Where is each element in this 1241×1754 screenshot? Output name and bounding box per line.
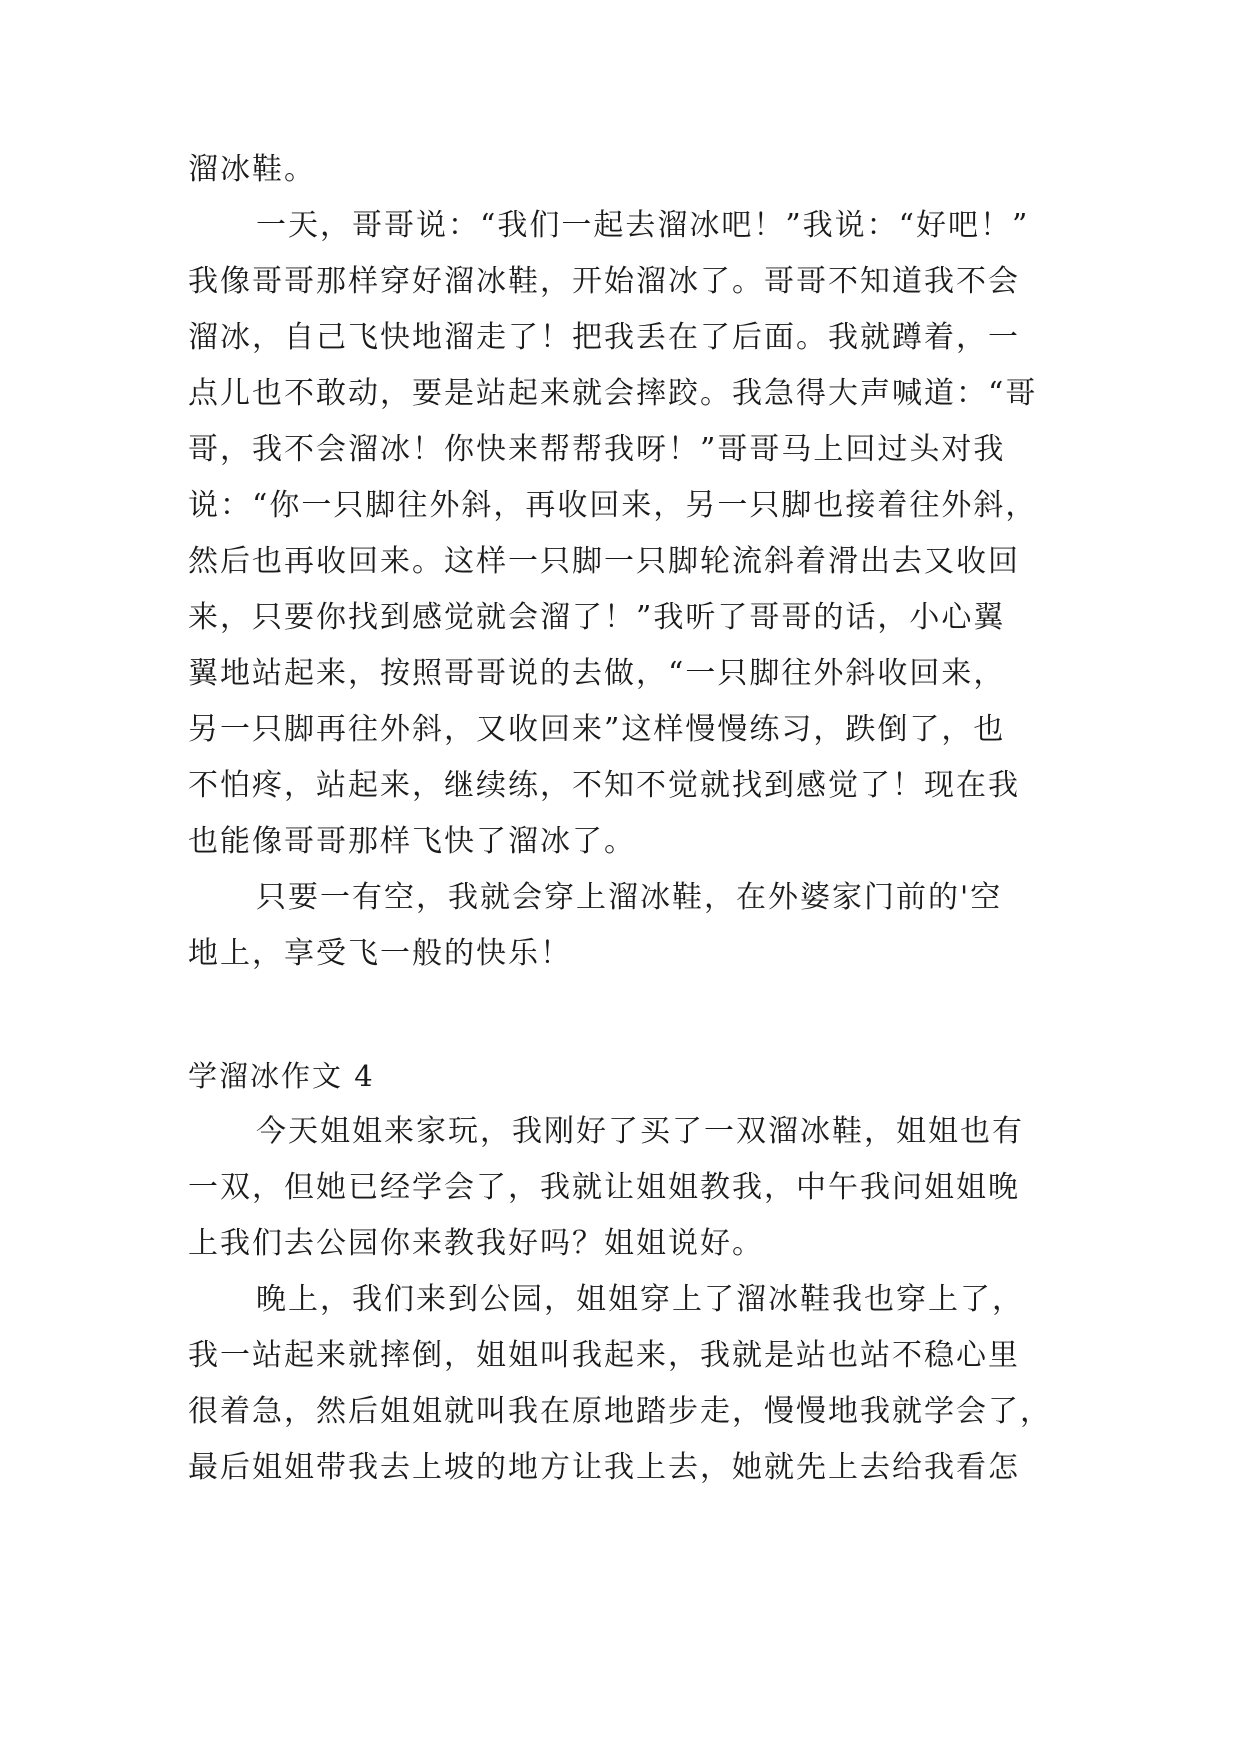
- text-line: 说：“你一只脚往外斜，再收回来，另一只脚也接着往外斜，: [188, 488, 1038, 523]
- text-line: 然后也再收回来。这样一只脚一只脚轮流斜着滑出去又收回: [188, 544, 1020, 579]
- text-line: 溜冰鞋。: [188, 152, 316, 187]
- text-line: 我一站起来就摔倒，姐姐叫我起来，我就是站也站不稳心里: [188, 1338, 1020, 1373]
- text-line: 一天，哥哥说：“我们一起去溜冰吧！”我说：“好吧！”: [256, 208, 1030, 243]
- text-line: 来，只要你找到感觉就会溜了！”我听了哥哥的话，小心翼: [188, 600, 1006, 635]
- text-line: 点儿也不敢动，要是站起来就会摔跤。我急得大声喊道：“哥: [188, 376, 1038, 411]
- text-line: 很着急，然后姐姐就叫我在原地踏步走，慢慢地我就学会了，: [188, 1394, 1052, 1429]
- text-line: 地上，享受飞一般的快乐！: [188, 936, 572, 971]
- section-title: 学溜冰作文 4: [188, 1059, 375, 1093]
- text-line: 溜冰，自己飞快地溜走了！把我丢在了后面。我就蹲着，一: [188, 320, 1020, 355]
- text-line: 最后姐姐带我去上坡的地方让我上去，她就先上去给我看怎: [188, 1450, 1020, 1485]
- text-line: 今天姐姐来家玩，我刚好了买了一双溜冰鞋，姐姐也有: [256, 1114, 1024, 1149]
- text-line: 晚上，我们来到公园，姐姐穿上了溜冰鞋我也穿上了，: [256, 1282, 1024, 1317]
- text-line: 翼地站起来，按照哥哥说的去做，“一只脚往外斜收回来，: [188, 656, 1006, 691]
- text-line: 另一只脚再往外斜，又收回来”这样慢慢练习，跌倒了，也: [188, 712, 1006, 747]
- text-line: 我像哥哥那样穿好溜冰鞋，开始溜冰了。哥哥不知道我不会: [188, 264, 1020, 299]
- text-line: 哥，我不会溜冰！你快来帮帮我呀！”哥哥马上回过头对我: [188, 432, 1006, 467]
- text-line: 上我们去公园你来教我好吗？姐姐说好。: [188, 1226, 764, 1261]
- text-line: 不怕疼，站起来，继续练，不知不觉就找到感觉了！现在我: [188, 768, 1020, 803]
- text-line: 只要一有空，我就会穿上溜冰鞋，在外婆家门前的'空: [256, 880, 1003, 915]
- text-line: 一双，但她已经学会了，我就让姐姐教我，中午我问姐姐晚: [188, 1170, 1020, 1205]
- text-line: 也能像哥哥那样飞快了溜冰了。: [188, 824, 636, 859]
